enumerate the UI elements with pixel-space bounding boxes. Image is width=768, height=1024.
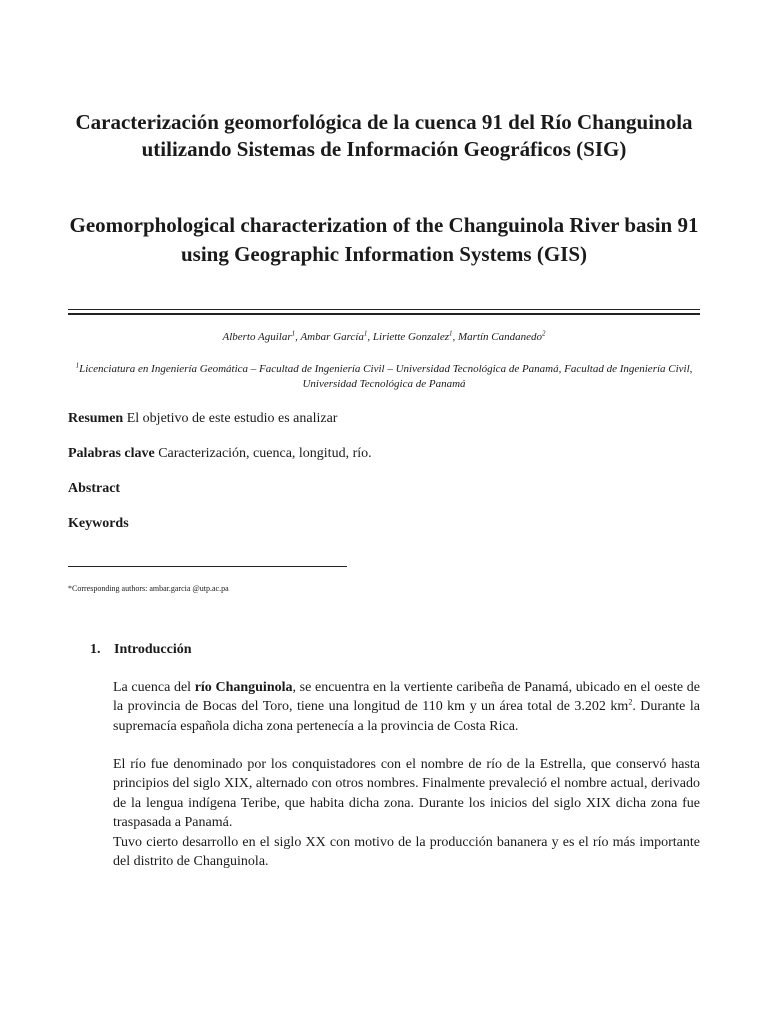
author-affil-mark: 2 [542, 329, 546, 338]
paragraph-3: Tuvo cierto desarrollo en el siglo XX con motivo de la producción bananera y es el río más importante del distrito de Changuinola. [113, 835, 700, 870]
footnote-separator [68, 566, 347, 567]
resumen-text: El objetivo de este estudio es analizar [123, 411, 338, 426]
para1-text-start: La cuenca del [113, 680, 195, 695]
paragraph-2: El río fue denominado por los conquistadores con el nombre de río de la Estrella, que conservó hasta principios del siglo XIX, alternado con otros nombres. Finalmente prevaleció el nombre actual, derivado de la lengua indígena Teribe, que habita dicha zona. Durante los inicios del siglo XIX dicha zona fue traspasada a Panamá. [113, 757, 700, 831]
author-list: Alberto Aguilar$^1$, Ambar García$^1$, Liriette Gonzalez$^1$, Martín Candanedo$^2$ [222, 329, 546, 343]
para1-text-end: . Durante la supremacía española dicha zona pertenecía a la provincia de Costa Rica. [113, 699, 700, 734]
para1-text-middle: , se encuentra en la vertiente caribeña de Panamá, ubicado en el oeste de la provincia de Bocas del Toro, tiene una longitud de 110 km y un área total de 3.202 km [113, 680, 700, 715]
palabras-clave-line [68, 445, 372, 463]
title-spanish: Caracterización geomorfológica de la cuenca 91 del Río Changuinola utilizando Sistemas de Información Geográficos (SIG) [75, 110, 693, 161]
author-name: Alberto Aguilar [222, 331, 292, 343]
affiliation [68, 362, 700, 392]
palabras-clave-label: Palabras clave [68, 446, 155, 461]
resumen-label: Resumen [68, 411, 124, 426]
abstract-label: Abstract [68, 481, 121, 496]
section-number: 1. [90, 642, 101, 657]
author-affil-mark: 1 [291, 329, 296, 338]
section-heading [90, 641, 192, 659]
title-english: Geomorphological characterization of the Changuinola River basin 91 using Geographic Information Systems (GIS) [69, 213, 699, 266]
section-title: Introducción [114, 642, 192, 657]
para1-superscript: 2 [628, 697, 633, 707]
author-affil-mark: 1 [363, 329, 368, 338]
palabras-clave-text: Caracterización, cuenca, longitud, río. [154, 446, 372, 461]
paragraph-1 [113, 678, 700, 736]
affiliation-mark: 1 [75, 361, 80, 370]
resumen-line [68, 410, 337, 428]
corresponding-author-footnote: *Corresponding authors: ambar.garcia @utp.ac.pa [68, 584, 229, 593]
author-affil-mark: 1 [449, 329, 453, 338]
author-name: Ambar García [300, 331, 364, 343]
affiliation-text: Licenciatura en Ingeniería Geomática – Facultad de Ingeniería Civil – Universidad Tecnológica de Panamá, Facultad de Ingeniería Civil, Universidad Tecnológica de Panamá [79, 363, 693, 390]
keywords-label: Keywords [68, 516, 129, 531]
keywords-line [68, 515, 129, 533]
author-name: Liriette Gonzalez [372, 331, 449, 343]
header-double-rule [68, 309, 700, 315]
abstract-line [68, 480, 120, 498]
para1-bold-river: río Changuinola [194, 680, 293, 695]
author-name: Martín Candanedo [458, 331, 543, 343]
